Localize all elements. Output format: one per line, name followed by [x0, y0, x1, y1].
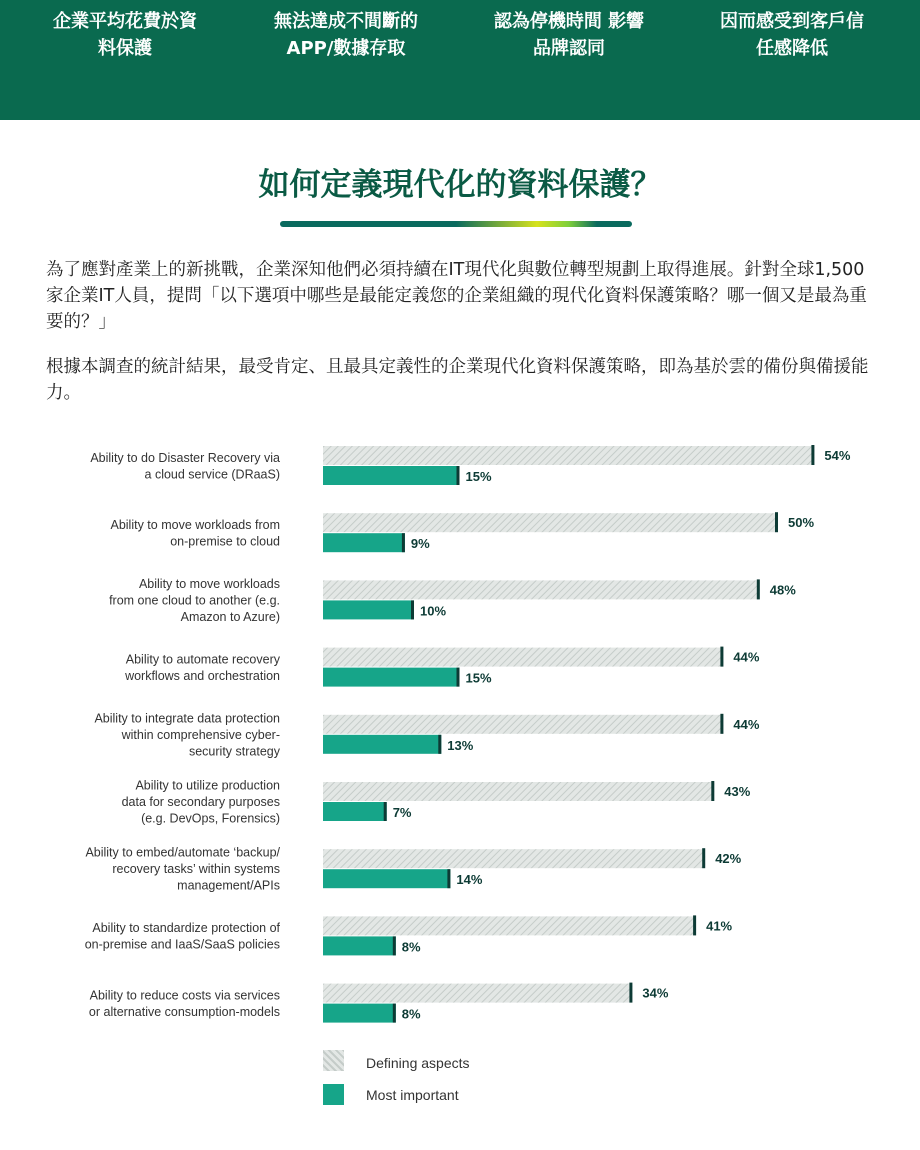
value-label-defining-3: 48% — [769, 582, 796, 598]
value-label-defining-9: 34% — [642, 985, 669, 1001]
bar-defining-marker-4 — [720, 647, 723, 667]
bar-defining-marker-2 — [775, 512, 778, 532]
bar-chart — [0, 430, 920, 1030]
bar-important-3 — [323, 600, 414, 619]
category-label-2: Ability to move workloads from on-premise to cloud — [110, 517, 280, 549]
value-label-defining-2: 50% — [788, 515, 815, 531]
category-label-4: Ability to automate recovery workflows and orchestration — [125, 652, 280, 683]
bar-defining-2 — [323, 513, 778, 532]
bar-defining-7 — [323, 849, 705, 868]
value-label-important-3: 10% — [420, 603, 447, 619]
banner-item-1: 企業平均花費於資 料保護 — [53, 11, 197, 59]
bar-important-5 — [323, 735, 441, 754]
bar-important-1 — [323, 466, 460, 485]
bar-important-2 — [323, 533, 405, 552]
bar-defining-marker-7 — [702, 848, 705, 868]
legend-swatch-defining — [323, 1050, 344, 1071]
value-label-defining-5: 44% — [733, 716, 760, 732]
category-label-7: Ability to embed/automate ‘backup/ recovery tasks’ within systems management/APIs — [85, 845, 280, 893]
category-label-9: Ability to reduce costs via services or alternative consumption-models — [88, 988, 280, 1019]
category-label-6: Ability to utilize production data for secondary purposes (e.g. DevOps, Forensics) — [121, 778, 280, 826]
intro-paragraph: 為了應對產業上的新挑戰，企業深知他們必須持續在IT現代化與數位轉型規劃上取得進展。針對全球1,500家企業IT人員，提問「以下選項中哪些是最能定義您的企業組織的現代化資料保護策略？哪一個又是最為重要的？」 — [46, 260, 867, 332]
banner-item-2: 無法達成不間斷的 APP/數據存取 — [274, 11, 418, 59]
value-label-important-2: 9% — [410, 536, 430, 552]
stats-banner — [0, 0, 920, 120]
value-label-important-6: 7% — [392, 805, 412, 820]
bar-defining-5 — [323, 715, 723, 734]
bar-defining-marker-6 — [711, 781, 714, 801]
category-label-5: Ability to integrate data protection within comprehensive cyber-security strategy — [94, 711, 280, 759]
bar-important-marker-7 — [447, 869, 450, 888]
bar-defining-4 — [323, 648, 723, 667]
bar-important-marker-9 — [393, 1004, 396, 1023]
legend-swatch-important — [323, 1084, 344, 1105]
banner-item-4: 因而感受到客戶信 任感降低 — [720, 11, 864, 59]
value-label-important-9: 8% — [401, 1006, 421, 1022]
value-label-defining-1: 54% — [824, 448, 851, 463]
result-paragraph: 根據本調查的統計結果，最受肯定、且最具定義性的企業現代化資料保護策略，即為基於雲的備份與備援能力。 — [46, 357, 869, 403]
bar-defining-marker-3 — [757, 579, 760, 599]
bar-defining-marker-1 — [811, 445, 814, 465]
value-label-important-5: 13% — [447, 737, 474, 753]
bar-important-marker-1 — [457, 466, 460, 485]
bar-important-4 — [323, 668, 460, 687]
value-label-important-8: 8% — [401, 939, 421, 955]
bar-defining-3 — [323, 580, 760, 599]
legend-label-defining: Defining aspects — [366, 1055, 470, 1071]
title-underline — [280, 221, 632, 227]
value-label-important-7: 14% — [456, 872, 483, 888]
value-label-defining-7: 42% — [715, 851, 742, 867]
bar-defining-9 — [323, 984, 632, 1003]
bar-important-marker-5 — [438, 735, 441, 754]
category-label-3: Ability to move workloads from one cloud to another (e.g. Amazon to Azure) — [109, 576, 280, 624]
bar-important-marker-2 — [402, 533, 405, 552]
bar-defining-marker-9 — [629, 983, 632, 1003]
bar-defining-marker-5 — [720, 714, 723, 734]
bar-important-7 — [323, 869, 450, 888]
category-label-8: Ability to standardize protection of on-premise and IaaS/SaaS policies — [84, 921, 280, 952]
bar-important-marker-4 — [457, 668, 460, 687]
value-label-defining-8: 41% — [706, 918, 733, 934]
legend-label-important: Most important — [366, 1087, 459, 1103]
value-label-important-4: 15% — [465, 670, 492, 686]
bar-important-marker-8 — [393, 936, 396, 955]
bar-defining-marker-8 — [693, 915, 696, 935]
category-label-1: Ability to do Disaster Recovery via a cloud service (DRaaS) — [90, 450, 280, 482]
bar-defining-8 — [323, 916, 696, 935]
bar-defining-6 — [323, 782, 714, 801]
bar-defining-1 — [323, 446, 814, 465]
value-label-defining-6: 43% — [724, 784, 751, 799]
bar-important-9 — [323, 1004, 396, 1023]
bar-important-marker-6 — [384, 802, 387, 821]
bar-important-6 — [323, 802, 387, 821]
value-label-important-1: 15% — [465, 469, 492, 484]
banner-item-3: 認為停機時間 影響 品牌認同 — [493, 11, 645, 59]
bar-important-marker-3 — [411, 600, 414, 619]
value-label-defining-4: 44% — [733, 649, 760, 665]
bar-important-8 — [323, 936, 396, 955]
page-title: 如何定義現代化的資料保護？ — [258, 167, 662, 203]
